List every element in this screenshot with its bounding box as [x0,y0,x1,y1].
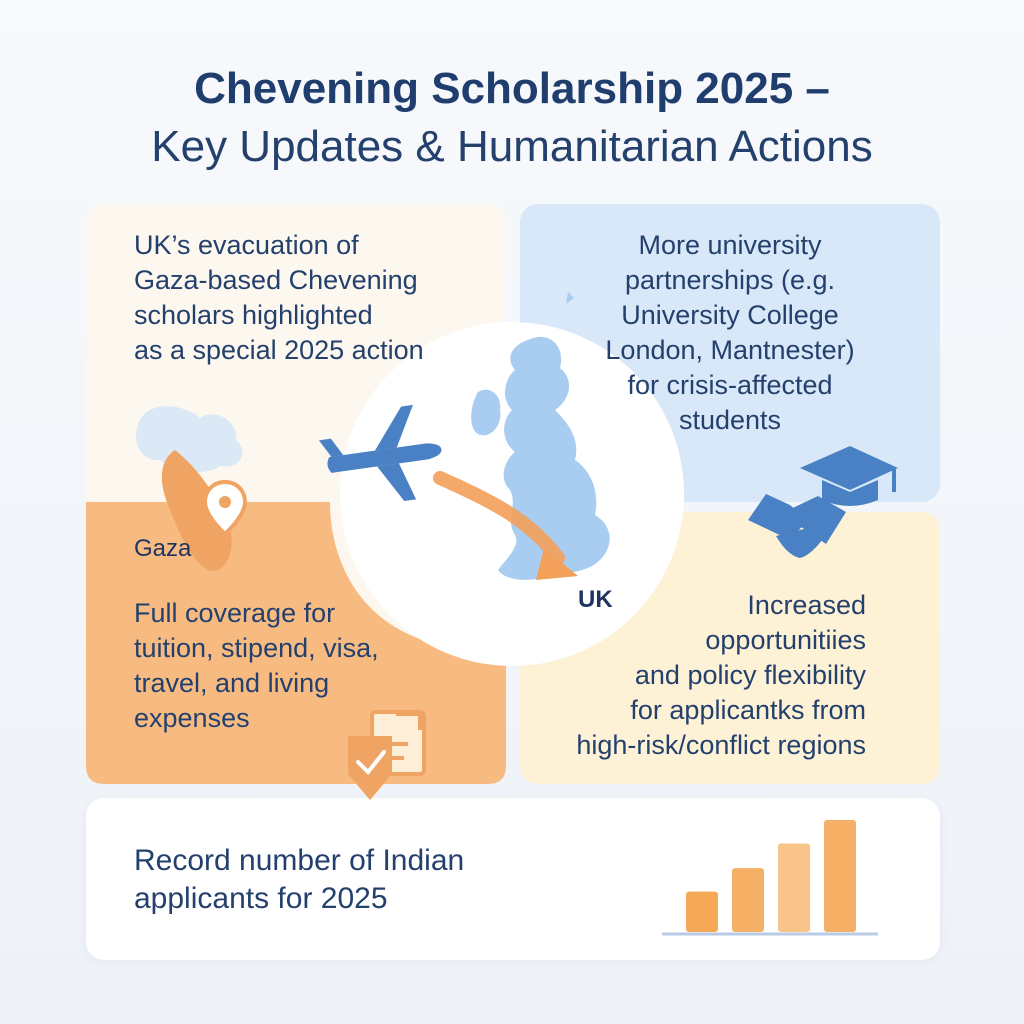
graduation-cap-icon [800,446,898,506]
opportunities-line-1: Increased [747,590,866,620]
uk-label: UK [578,586,613,613]
title-line-1: Chevening Scholarship 2025 – [194,64,830,113]
handshake-icon [748,494,846,558]
applicants-line-2: applicants for 2025 [134,882,388,915]
partnerships-line-4: London, Mantnester) [605,335,855,365]
coverage-line-1: Full coverage for [134,598,336,628]
partnerships-line-2: partnerships (e.g. [624,265,836,295]
title-line-2: Key Updates & Humanitarian Actions [151,122,873,171]
opportunities-line-5: high-risk/conflict regions [576,730,866,760]
partnerships-line-1: More university [638,230,822,260]
evacuation-line-1: UK’s evacuation of [134,230,359,260]
applicants-line-1: Record number of Indian [134,844,465,877]
partnerships-text [560,228,900,438]
opportunities-text [540,588,866,763]
partnerships-line-3: University College [621,300,839,330]
opportunities-line-2: opportunitiies [705,625,866,655]
chart-bar-4 [824,820,856,932]
partnerships-line-6: students [678,405,782,435]
coverage-line-3: travel, and living [134,668,330,698]
coverage-line-2: tuition, stipend, visa, [134,633,379,663]
bar-chart-icon [662,820,878,934]
chart-bar-3 [778,844,810,932]
chart-bar-1 [686,892,718,932]
chart-bar-2 [732,868,764,932]
evacuation-line-2: Gaza-based Chevening [134,265,418,295]
coverage-text [134,596,434,736]
gaza-label: Gaza [134,535,192,562]
applicants-text [134,842,574,918]
evacuation-line-4: as a special 2025 action [134,335,424,365]
opportunities-line-3: and policy flexibility [634,660,866,690]
opportunities-line-4: for applicantks from [630,695,866,725]
partnerships-line-5: for crisis-affected [627,370,833,400]
coverage-line-4: expenses [134,703,250,733]
evacuation-line-3: scholars highlighted [134,300,373,330]
evacuation-text [134,228,494,368]
